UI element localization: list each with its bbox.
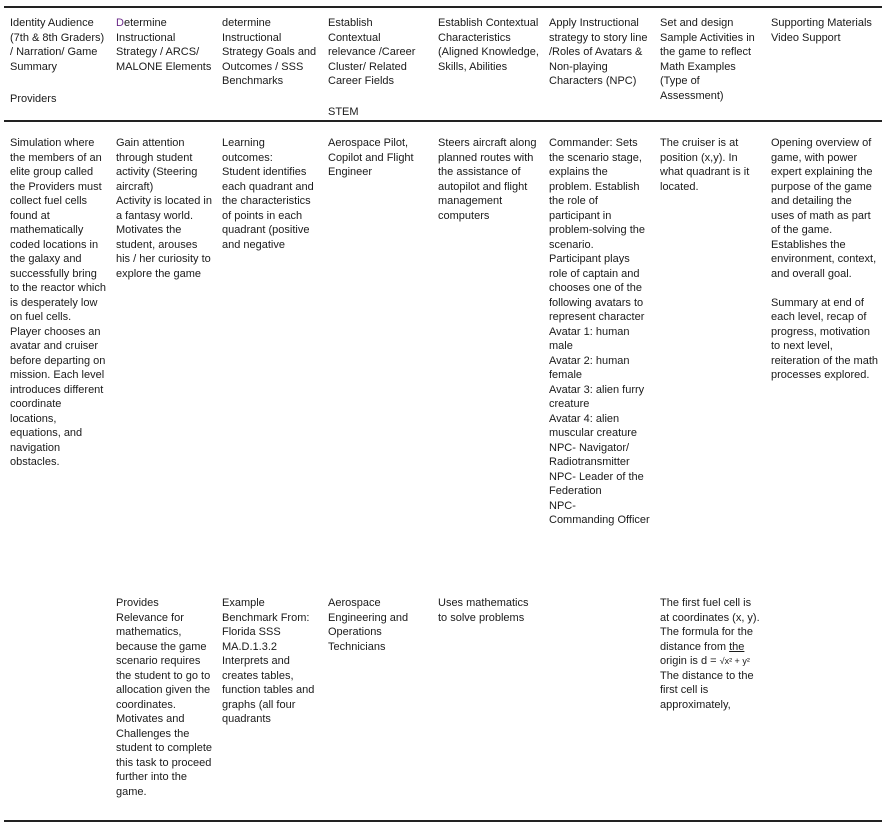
table-row [4,121,882,576]
table-cell [765,576,882,821]
formula-line: The distance to the first cell is approximately, [660,669,754,711]
formula-underlined-word: the [729,640,745,653]
table-cell: Opening overview of game, with power expert explaining the purpose of the game and detailing the uses of math as part of the game. Establishes the environment, context, and overall goal. Summary at end of each level, recap of progress, motivation to next level, reiteration of the math processes explored. [771,137,879,381]
table-cell: Aerospace Engineering and Operations Technicians [322,576,432,821]
table-row [4,576,882,821]
table-cell: Example Benchmark From: Florida SSS MA.D.1.3.2 Interprets and creates tables, function tables and graphs (all four quadrants [216,576,322,821]
instructional-design-table [4,6,882,822]
header-cell-activities [654,7,765,121]
header-first-letter: D [116,17,124,29]
header-text: Establish Contextual relevance /Career Cluster/ Related Career Fields [328,17,416,87]
header-cell-relevance [322,7,432,121]
square-root-expression: √x² + y² [719,656,750,666]
formula-line [660,625,761,654]
distance-formula [660,654,761,669]
header-text: Apply Instructional strategy to story line /Roles of Avatars & Non-playing Characters (NPC) [549,17,648,87]
table-cell: Simulation where the members of an elite group called the Providers must collect fuel cells found at mathematically coded locations in the galaxy and successfully bring to the reactor which is desperately low on fuel cells. Player chooses an avatar and cruiser before departing on mission. Each level introduces different coordinate locations, equations, and navigation obstacles. [10,137,106,468]
formula-text: origin is d = [660,655,720,667]
table-cell: The cruiser is at position (x,y). In what quadrant is it located. [660,137,750,193]
header-cell-goals [216,7,322,121]
table-cell: Commander: Sets the scenario stage, explains the problem. Establish the role of participant in problem-solving the scenario. Participant plays role of captain and chooses one of the following avatars to represent character Avatar 1: human male Avatar 2: human female Avatar 3: alien furry creature Avatar 4: alien muscular creature NPC- Navigator/ Radiotransmitter NPC- Leader of the Federation NPC- Commanding Officer [549,137,650,526]
header-subheading: Providers [10,93,57,105]
table-cell [543,576,654,821]
table-cell: Learning outcomes: Student identifies each quadrant and the characteristics of points in each quadrant (positive and negative [222,137,314,251]
header-text: etermine Instructional Strategy / ARCS/ MALONE Elements [116,17,212,73]
header-text: Supporting Materials Video Support [771,17,872,44]
header-cell-materials [765,7,882,121]
header-cell-characteristics [432,7,543,121]
header-cell-audience [4,7,110,121]
header-text: determine Instructional Strategy Goals and Outcomes / SSS Benchmarks [222,17,317,87]
header-text: Set and design Sample Activities in the game to reflect Math Examples (Type of Assessment) [660,17,755,102]
table-cell: Gain attention through student activity (Steering aircraft) Activity is located in a fantasy world. Motivates the student, arouses his / her curiosity to explore the game [116,137,212,280]
table-cell: Uses mathematics to solve problems [432,576,543,821]
table-cell-formula [654,576,765,821]
header-text: Identity Audience (7th & 8th Graders) / Narration/ Game Summary [10,17,105,73]
header-cell-storyline [543,7,654,121]
header-subheading: STEM [328,105,359,118]
table-cell: Provides Relevance for mathematics, because the game scenario requires the student to go to allocation given the coordinates. Motivates and Challenges the student to complete this task to proceed further into the game. [110,576,216,821]
formula-line: The first fuel cell is at coordinates (x, y). [660,597,760,624]
header-cell-strategy [110,7,216,121]
header-text: Establish Contextual Characteristics (Aligned Knowledge, Skills, Abilities [438,17,539,73]
table-cell: Aerospace Pilot, Copilot and Flight Engineer [328,137,414,178]
table-cell: Steers aircraft along planned routes with the assistance of autopilot and flight management computers [438,137,537,222]
header-row [4,7,882,121]
table-cell [4,576,110,821]
formula-text: The formula for the distance from [660,626,753,653]
